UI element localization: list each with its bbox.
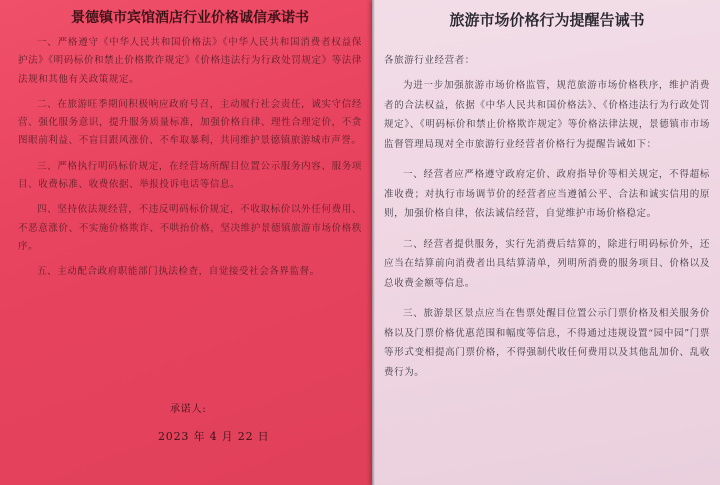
warning-greeting: 各旅游行业经营者： — [384, 55, 475, 66]
pledge-signature-label: 承诺人: — [170, 404, 207, 415]
pledge-date: 2023 年 4 月 22 日 — [158, 430, 270, 443]
pledge-paragraph-1: 一、严格遵守《中华人民共和国价格法》《中华人民共和国消费者权益保护法》《明码标价和禁止价格欺诈规定》《价格违法行为行政处罚规定》等法律法规和其他有关政策规定。 — [18, 37, 363, 85]
pledge-paragraph-3: 三、严格执行明码标价规定，在经营场所醒目位置公示服务内容、服务项目、收费标准、收费依据、举报投诉电话等信息。 — [18, 160, 362, 191]
warning-paragraph-1: 一、经营者应严格遵守政府定价、政府指导价等相关规定，不得超标准收费；对执行市场调节价的经营者应当遵循公平、合法和诚实信用的原则，加强价格自律，依法诚信经营，自觉维护市场价格稳定。 — [384, 169, 710, 219]
pledge-title: 景德镇市宾馆酒店行业价格诚信承诺书 — [71, 10, 309, 26]
warning-paragraph-intro: 为进一步加强旅游市场价格监管，规范旅游市场价格秩序，维护消费者的合法权益，依据《中华人民共和国价格法》、《价格违法行为行政处罚规定》、《明码标价和禁止价格欺诈规定》等价格法律法规，景德镇市市场监督管理局现对全市旅游行业经营者价格行为提醒告诫如下： — [384, 80, 710, 150]
pledge-paragraph-4: 四、坚持依法规经营，不违反明码标价规定，不收取标价以外任何费用、不恶意涨价、不实施价格欺诈、不哄抬价格，坚决维护景德镇旅游市场价格秩序。 — [18, 204, 362, 252]
paper-overlap-shadow — [372, 0, 375, 485]
warning-title: 旅游市场价格行为提醒告诫书 — [449, 11, 645, 29]
pledge-paragraph-5: 五、主动配合政府职能部门执法检查，自觉接受社会各界监督。 — [37, 266, 320, 278]
price-warning-notice — [372, 0, 720, 485]
pledge-paragraph-2: 二、在旅游旺季期间积极响应政府号召，主动履行社会责任，诚实守信经营、强化服务意识，提升服务质量标准，加强价格自律、理性合理定价，不贪图眼前利益、不盲目跟风涨价、不牟取暴利，共同维护景德镇旅游城市声誉。 — [18, 98, 362, 147]
warning-paragraph-3: 三、旅游景区景点应当在售票处醒目位置公示门票价格及相关服务价格以及门票价格优惠范围和幅度等信息，不得通过违规设置“园中园”门票等形式变相提高门票价格，不得强制代收任何费用以及其他乱加价、乱收费行为。 — [384, 308, 710, 378]
warning-paragraph-2: 二、经营者提供服务，实行先消费后结算的，除进行明码标价外，还应当在结算前向消费者出具结算清单，列明所消费的服务项目、价格以及总收费金额等信息。 — [384, 238, 710, 289]
